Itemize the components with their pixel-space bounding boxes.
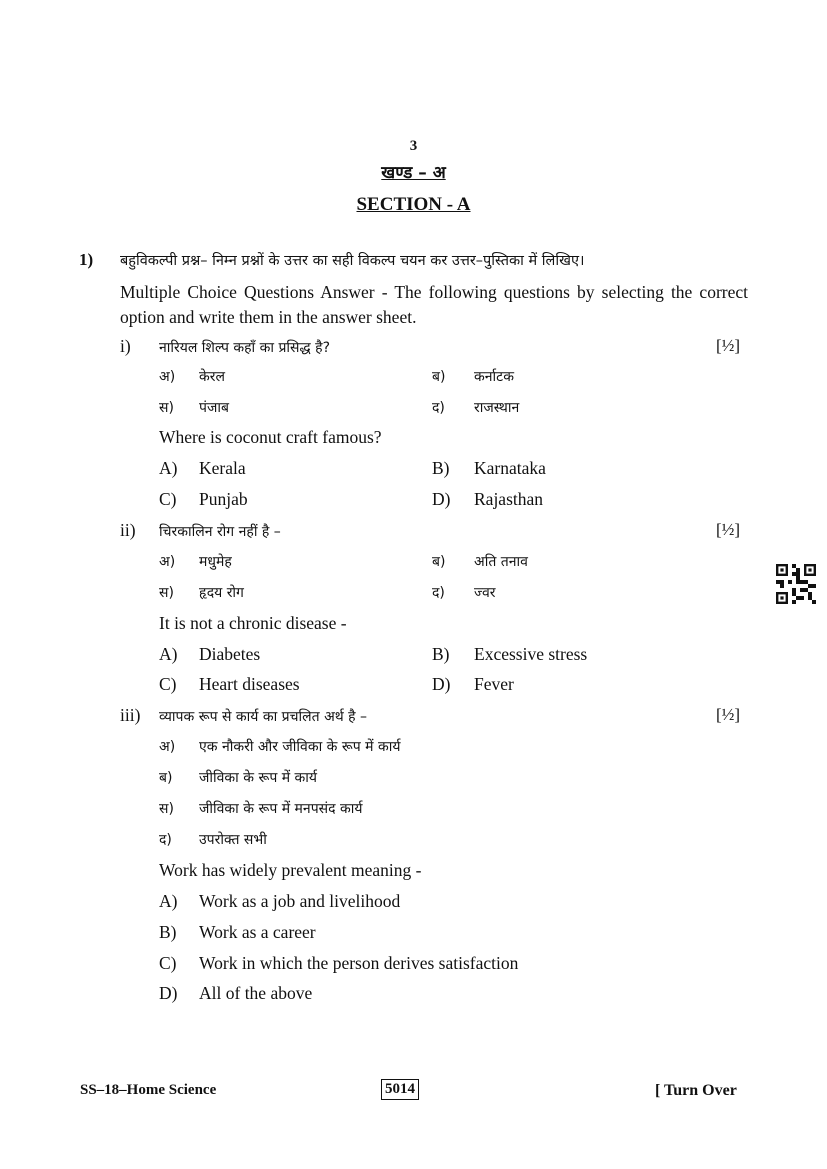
question-number: 1) (79, 250, 94, 269)
option-row-english (0, 922, 827, 948)
item-number: ii) (120, 520, 136, 540)
option-text: Karnataka (474, 458, 546, 478)
item-stem-hindi: चिरकालिन रोग नहीं है – (159, 524, 281, 540)
instruction-hindi: बहुविकल्पी प्रश्न– निम्न प्रश्नों के उत्तर का सही विकल्प चयन कर उत्तर–पुस्तिका में लिखिए। (120, 253, 585, 269)
option-row-english (0, 983, 827, 1009)
option-label: C) (159, 489, 177, 509)
option-label: B) (432, 458, 450, 478)
option-text: Excessive stress (474, 644, 588, 664)
option-label: अ) (159, 369, 176, 385)
option-row-hindi (0, 768, 827, 794)
option-text: उपरोक्त सभी (199, 832, 267, 848)
item-stem-hindi: नारियल शिल्प कहाँ का प्रसिद्ध है? (159, 340, 331, 356)
footer-subject: SS–18–Home Science (80, 1082, 217, 1098)
option-label: ब) (159, 770, 173, 786)
option-label: स) (159, 400, 174, 416)
option-label: B) (159, 922, 177, 942)
item-marks: [½] (716, 336, 741, 355)
options-row-english (0, 644, 827, 670)
option-label: C) (159, 674, 177, 694)
option-label: द) (432, 585, 445, 601)
option-row-hindi (0, 737, 827, 763)
option-text: Diabetes (199, 644, 261, 664)
option-label: B) (432, 644, 450, 664)
footer-paper-code: 5014 (381, 1079, 419, 1100)
qr-code-icon (776, 564, 816, 604)
option-text: Kerala (199, 458, 246, 478)
option-label: D) (159, 983, 178, 1003)
option-text: Work as a job and livelihood (199, 891, 401, 911)
option-row-hindi (0, 830, 827, 856)
item-stem-english: Where is coconut craft famous? (159, 427, 382, 447)
option-row-hindi (0, 799, 827, 825)
option-label: स) (159, 585, 174, 601)
item-stem-english: It is not a chronic disease - (159, 613, 347, 633)
option-label: A) (159, 644, 178, 664)
option-text: Punjab (199, 489, 248, 509)
option-label: द) (159, 832, 172, 848)
question-item-3 (0, 705, 827, 731)
option-text: Work in which the person derives satisfaction (199, 953, 519, 973)
option-text: हृदय रोग (199, 585, 244, 601)
options-row-hindi (0, 398, 827, 424)
item-marks: [½] (716, 705, 741, 724)
option-text: Heart diseases (199, 674, 300, 694)
option-text: Work as a career (199, 922, 316, 942)
footer-turn-over: [ Turn Over (655, 1082, 737, 1099)
item-stem-row (0, 860, 827, 886)
page-number: 3 (409, 138, 418, 154)
option-text: जीविका के रूप में मनपसंद कार्य (199, 801, 363, 817)
question-item-2 (0, 520, 827, 546)
option-text: एक नौकरी और जीविका के रूप में कार्य (199, 739, 401, 755)
section-title: SECTION - A (356, 194, 471, 215)
option-text: राजस्थान (474, 400, 520, 416)
option-text: जीविका के रूप में कार्य (199, 770, 318, 786)
option-label: द) (432, 400, 445, 416)
option-text: केरल (199, 369, 225, 385)
options-row-hindi (0, 367, 827, 393)
option-label: A) (159, 891, 178, 911)
section-title-hindi: खण्ड – अ (381, 163, 446, 183)
option-text: अति तनाव (474, 554, 528, 570)
option-label: स) (159, 801, 174, 817)
option-row-english (0, 891, 827, 917)
option-text: Rajasthan (474, 489, 544, 509)
item-number: i) (120, 336, 131, 356)
options-row-english (0, 489, 827, 515)
option-label: ब) (432, 369, 446, 385)
option-text: पंजाब (199, 400, 229, 416)
item-stem-hindi: व्यापक रूप से कार्य का प्रचलित अर्थ है – (159, 709, 368, 725)
item-stem-row (0, 427, 827, 453)
options-row-english (0, 458, 827, 484)
options-row-hindi (0, 552, 827, 578)
item-number: iii) (120, 705, 141, 725)
option-label: A) (159, 458, 178, 478)
option-label: अ) (159, 739, 176, 755)
option-label: ब) (432, 554, 446, 570)
option-text: Fever (474, 674, 514, 694)
option-label: D) (432, 674, 451, 694)
option-text: ज्वर (474, 585, 496, 601)
option-row-english (0, 953, 827, 979)
option-label: अ) (159, 554, 176, 570)
options-row-hindi (0, 583, 827, 609)
item-stem-english: Work has widely prevalent meaning - (159, 860, 422, 880)
option-label: D) (432, 489, 451, 509)
option-text: मधुमेह (199, 554, 232, 570)
instruction-english: Multiple Choice Questions Answer - The following questions by selecting the correct option and write them in the answer sheet. (120, 282, 748, 327)
item-marks: [½] (716, 520, 741, 539)
option-text: कर्नाटक (474, 369, 514, 385)
option-label: C) (159, 953, 177, 973)
options-row-english (0, 674, 827, 700)
question-item-1 (0, 336, 827, 362)
option-text: All of the above (199, 983, 313, 1003)
item-stem-row (0, 613, 827, 639)
